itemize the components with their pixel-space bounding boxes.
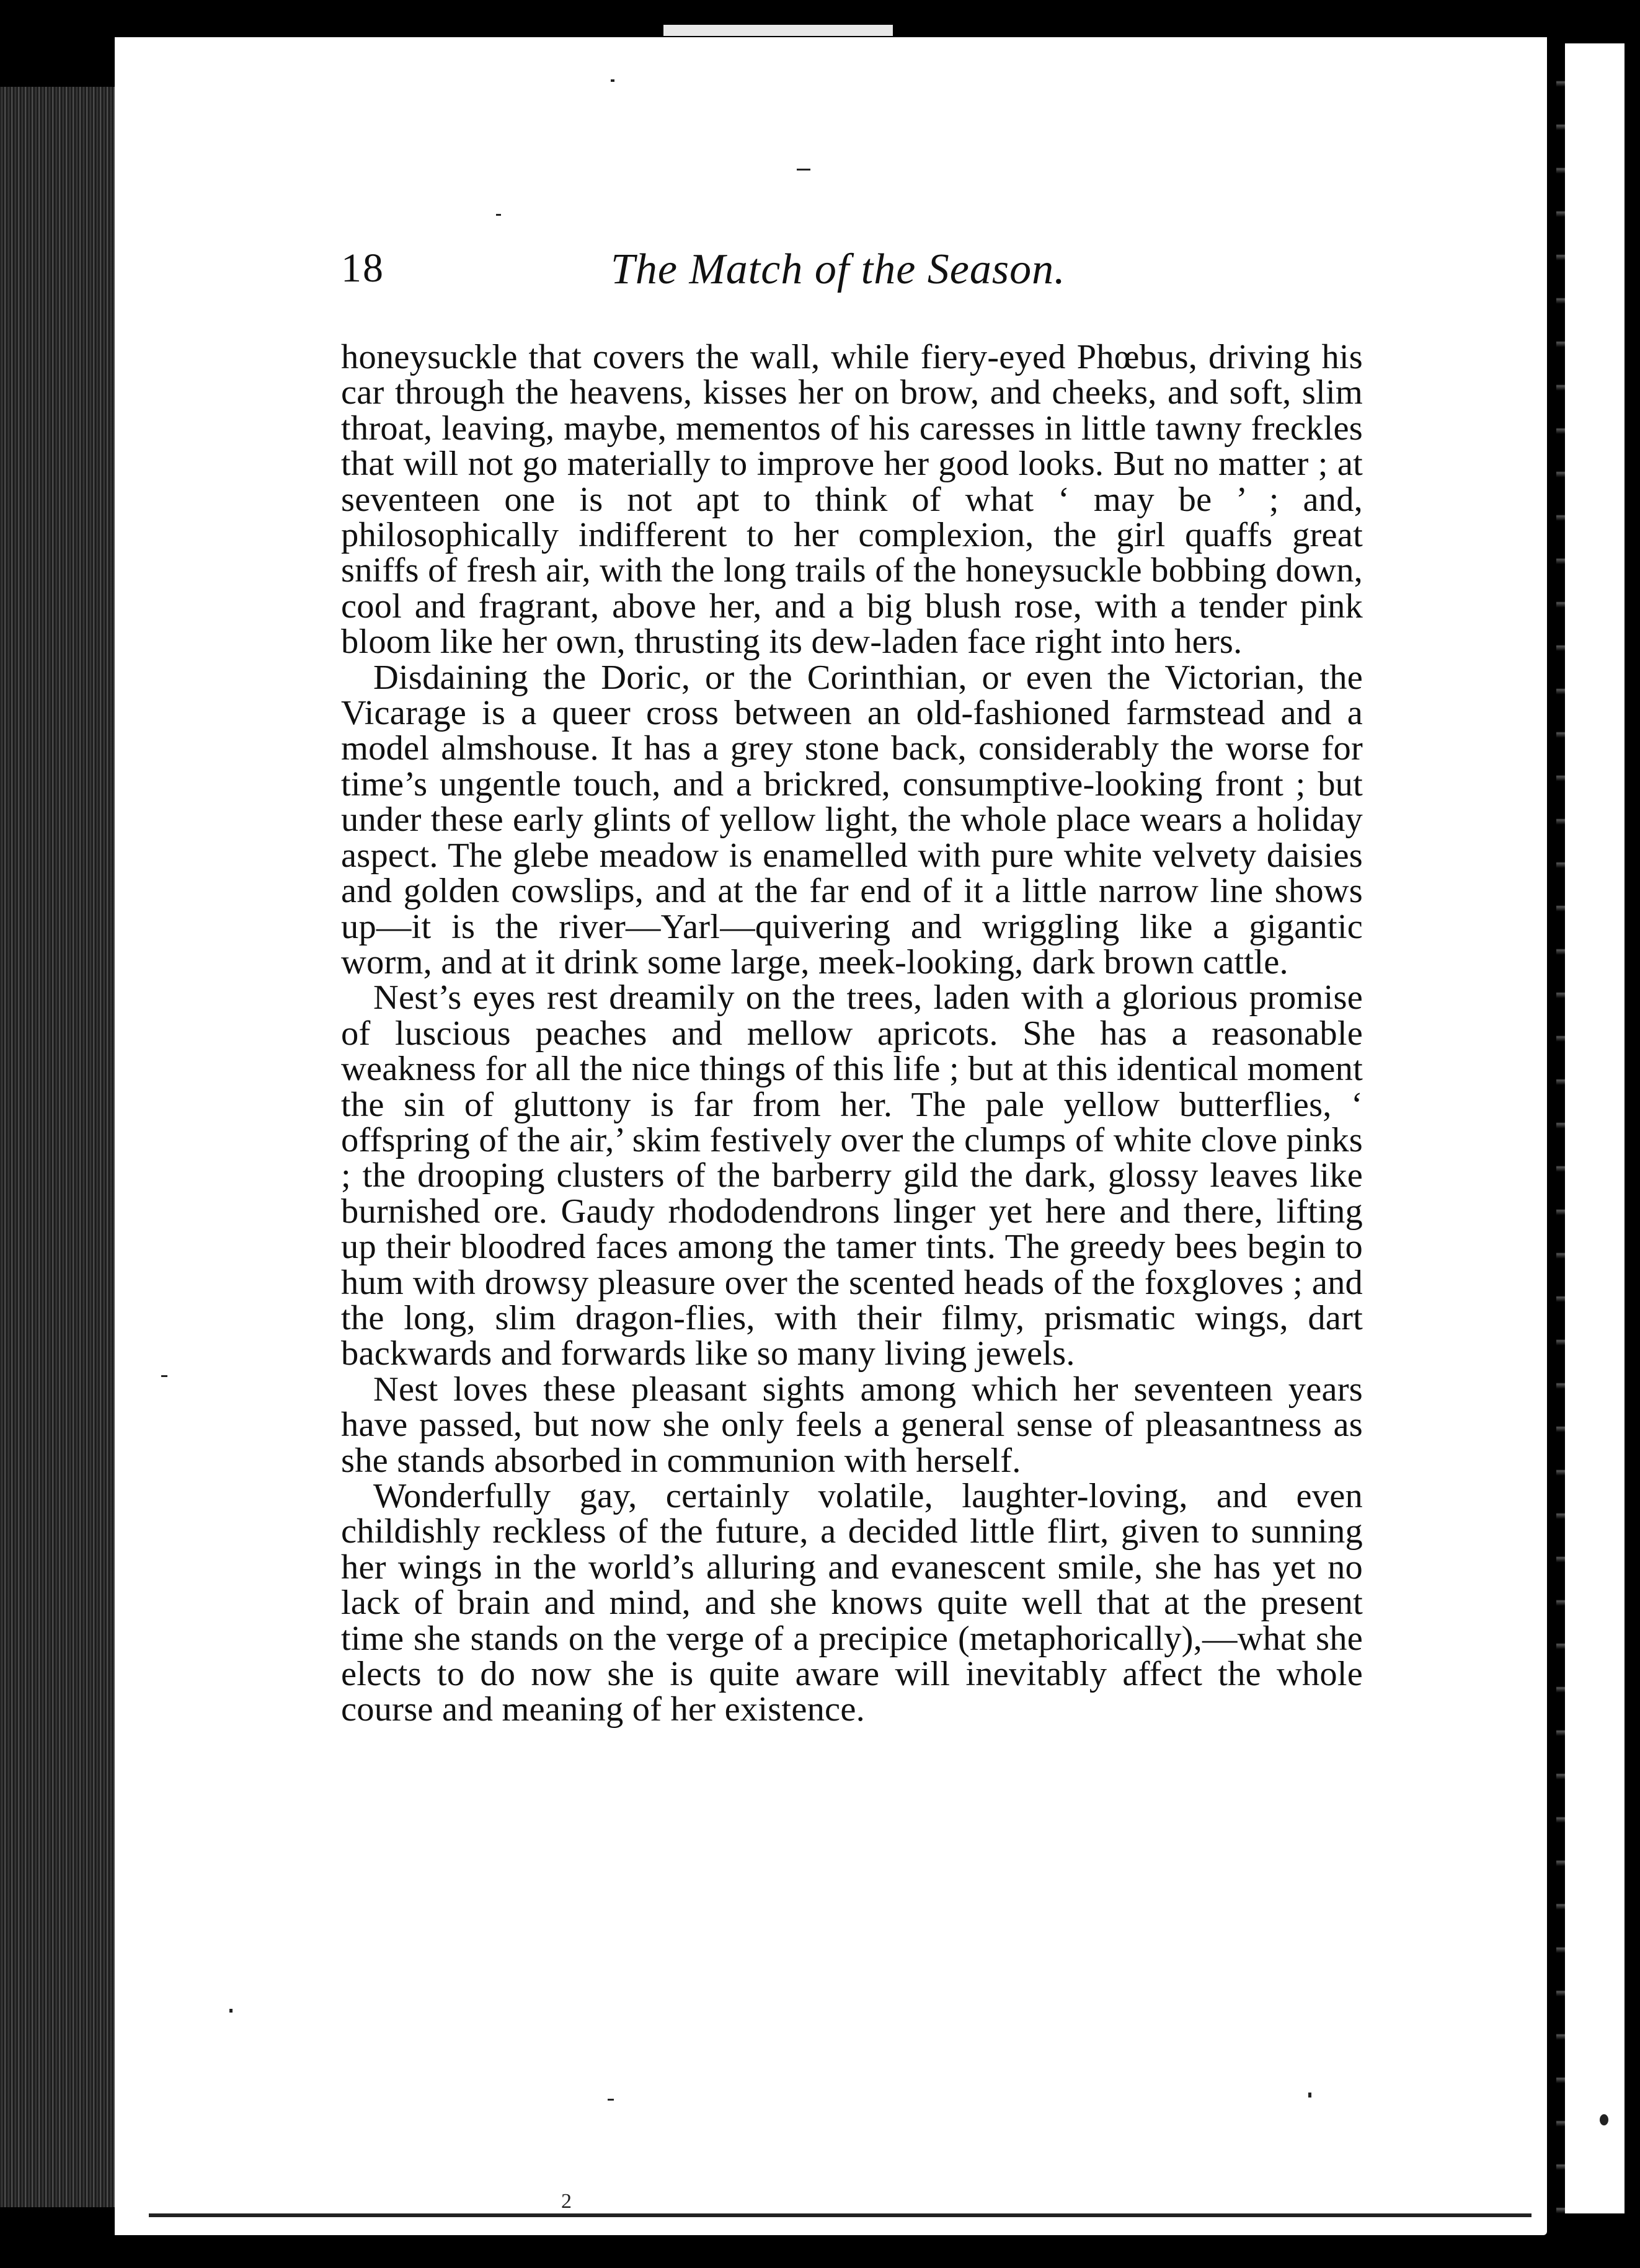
scan-speck	[611, 79, 614, 82]
paragraph: honeysuckle that covers the wall, while fiery-eyed Phœbus, driving his car through the heavens, kisses her on brow, and cheeks, and soft, slim throat, leaving, maybe, mementos of his caresses in little tawny freckles that will not go materially to improve her good looks. But no matter ; at seventeen one is not apt to think of what ‘ may be ’ ; and, philosophically indifferent to her complexion, the girl quaffs great sniffs of fresh air, with the long trails of the honeysuckle bobbing down, cool and fragrant, above her, and a big blush rose, with a tender pink bloom like her own, thrusting its dew-laden face right into hers.	[341, 338, 1363, 662]
facing-page-edge	[1556, 43, 1624, 2213]
paragraph: Nest’s eyes rest dreamily on the trees, laden with a glorious promise of luscious peaches and mellow apricots. She has a reasonable weakness for all the nice things of this life ; but at this identical moment the sin of gluttony is far from her. The pale yellow butterflies, ‘ offspring of the air,’ skim festively over the clumps of white clove pinks ; the drooping clusters of the barberry gild the dark, glossy leaves like burnished ore. Gaudy rhododendrons linger yet here and there, lifting up their bloodred faces among the tamer tints. The greedy bees begin to hum with drowsy pleasure over the scented heads of the foxgloves ; and the long, slim dragon-flies, with their filmy, prismatic wings, dart backwards and forwards like so many living jewels.	[341, 978, 1363, 1373]
scan-speck	[229, 2009, 233, 2013]
paragraph: Nest loves these pleasant sights among which her seventeen years have passed, but now she only feels a general sense of pleasantness as she stands absorbed in communion with herself.	[341, 1370, 1363, 1480]
paragraph: Wonderfully gay, certainly volatile, laughter-loving, and even childishly reckless of the future, a decided little flirt, given to sunning her wings in the world’s alluring and evanescent smile, she has yet no lack of brain and mind, and she knows quite well that at the present time she stands on the verge of a precipice (metaphorically),—what she elects to do now she is quite aware will inevitably affect the whole course and meaning of her existence.	[341, 1477, 1363, 1729]
body-text	[341, 340, 1363, 1728]
running-header	[341, 245, 1358, 313]
scan-speck	[608, 2099, 614, 2101]
page-number: 18	[341, 246, 384, 291]
scan-speck	[161, 1375, 167, 1377]
book-edge-left	[0, 87, 118, 2207]
page-bottom-edge	[149, 2213, 1531, 2217]
page-spine-shadow	[1556, 43, 1565, 2213]
signature-mark: 2	[561, 2190, 572, 2213]
scan-speck	[1308, 2093, 1311, 2097]
scan-artifact-top	[663, 25, 893, 36]
paragraph: Disdaining the Doric, or the Corinthian, or even the Victorian, the Vicarage is a queer cross between an old-fashioned farmstead and a model almshouse. It has a grey stone back, considerably the worse for time’s ungentle touch, and a brickred, consumptive-looking front ; but under these early glints of yellow light, the whole place wears a holiday aspect. The glebe meadow is enamelled with pure white velvety daisies and golden cowslips, and at the far end of it a little narrow line shows up—it is the river—Yarl—quivering and wriggling like a gigantic worm, and at it drink some large, meek-looking, dark brown cattle.	[341, 658, 1363, 981]
running-title: The Match of the Season.	[611, 246, 1066, 293]
scan-speck	[797, 169, 810, 171]
scan-speck	[496, 214, 501, 216]
scan-speck	[1600, 2114, 1608, 2125]
